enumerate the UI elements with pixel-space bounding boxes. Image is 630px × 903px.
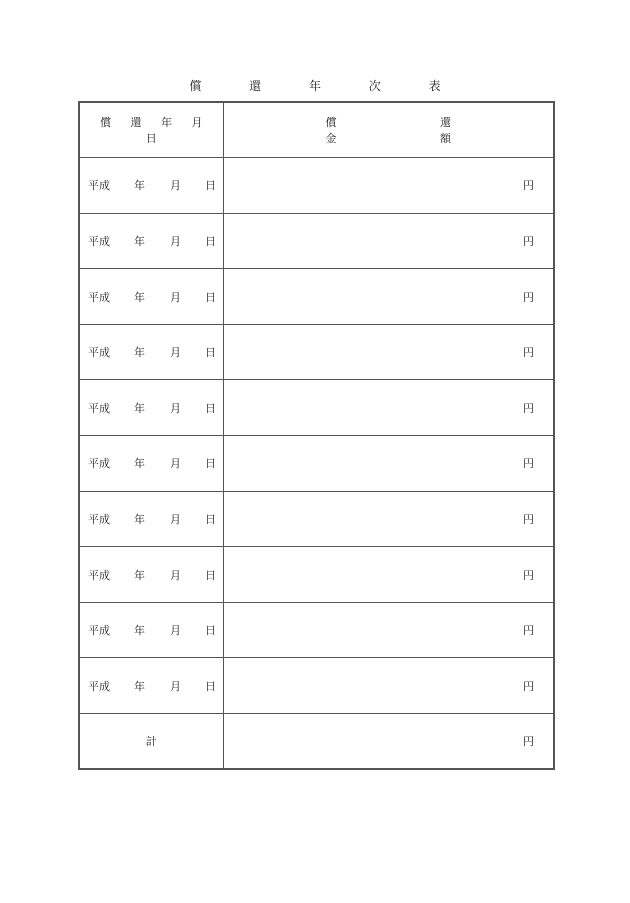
date-era-label: 平成	[88, 179, 110, 193]
date-month-label: 月	[170, 624, 181, 638]
table-row	[79, 491, 554, 547]
date-year-label: 年	[134, 234, 145, 248]
date-year-label: 年	[134, 679, 145, 693]
date-month-label: 月	[170, 290, 181, 304]
table-row	[79, 658, 554, 714]
date-year-label: 年	[134, 568, 145, 582]
repayment-schedule-table	[78, 101, 555, 770]
table-row	[79, 324, 554, 380]
date-year-label: 年	[134, 512, 145, 526]
total-row	[79, 714, 554, 770]
date-year-label: 年	[134, 290, 145, 304]
date-era-label: 平成	[88, 624, 110, 638]
table-row	[79, 602, 554, 658]
currency-unit-label: 円	[523, 179, 534, 193]
date-day-label: 日	[205, 401, 216, 415]
repayment-date-cell[interactable]	[79, 213, 223, 269]
date-year-label: 年	[134, 457, 145, 471]
repayment-date-cell[interactable]	[79, 324, 223, 380]
repayment-amount-cell[interactable]	[223, 658, 554, 714]
date-era-label: 平成	[88, 457, 110, 471]
currency-unit-label: 円	[523, 679, 534, 693]
repayment-date-cell[interactable]	[79, 658, 223, 714]
repayment-amount-cell[interactable]	[223, 324, 554, 380]
table-header-row	[79, 102, 554, 158]
date-day-label: 日	[205, 290, 216, 304]
header-repayment-date: 償 還 年 月 日	[79, 102, 223, 158]
date-month-label: 月	[170, 512, 181, 526]
date-era-label: 平成	[88, 401, 110, 415]
date-era-label: 平成	[88, 346, 110, 360]
repayment-date-cell[interactable]	[79, 436, 223, 492]
date-year-label: 年	[134, 624, 145, 638]
date-era-label: 平成	[88, 234, 110, 248]
date-day-label: 日	[205, 457, 216, 471]
repayment-amount-cell[interactable]	[223, 547, 554, 603]
currency-unit-label: 円	[523, 624, 534, 638]
total-label: 計	[79, 714, 223, 770]
repayment-date-cell[interactable]	[79, 158, 223, 214]
date-day-label: 日	[205, 512, 216, 526]
currency-unit-label: 円	[523, 568, 534, 582]
currency-unit-label: 円	[523, 346, 534, 360]
currency-unit-label: 円	[523, 401, 534, 415]
currency-unit-label: 円	[523, 457, 534, 471]
date-month-label: 月	[170, 346, 181, 360]
table-row	[79, 213, 554, 269]
repayment-date-cell[interactable]	[79, 269, 223, 325]
currency-unit-label: 円	[523, 234, 534, 248]
date-month-label: 月	[170, 568, 181, 582]
date-day-label: 日	[205, 679, 216, 693]
date-month-label: 月	[170, 401, 181, 415]
date-day-label: 日	[205, 179, 216, 193]
date-year-label: 年	[134, 401, 145, 415]
table-row	[79, 547, 554, 603]
total-amount-cell[interactable]	[223, 714, 554, 770]
repayment-amount-cell[interactable]	[223, 491, 554, 547]
repayment-date-cell[interactable]	[79, 491, 223, 547]
date-day-label: 日	[205, 234, 216, 248]
repayment-amount-cell[interactable]	[223, 158, 554, 214]
date-day-label: 日	[205, 346, 216, 360]
date-month-label: 月	[170, 679, 181, 693]
document-title: 償 還 年 次 表	[189, 79, 463, 93]
date-era-label: 平成	[88, 290, 110, 304]
date-day-label: 日	[205, 624, 216, 638]
repayment-date-cell[interactable]	[79, 380, 223, 436]
date-era-label: 平成	[88, 679, 110, 693]
table-row	[79, 436, 554, 492]
header-repayment-amount: 償 還 金 額	[223, 102, 554, 158]
repayment-amount-cell[interactable]	[223, 269, 554, 325]
repayment-amount-cell[interactable]	[223, 436, 554, 492]
table-row	[79, 158, 554, 214]
repayment-amount-cell[interactable]	[223, 380, 554, 436]
repayment-date-cell[interactable]	[79, 547, 223, 603]
repayment-amount-cell[interactable]	[223, 213, 554, 269]
date-day-label: 日	[205, 568, 216, 582]
table-row	[79, 269, 554, 325]
currency-unit-label: 円	[523, 735, 534, 749]
date-year-label: 年	[134, 346, 145, 360]
date-era-label: 平成	[88, 512, 110, 526]
repayment-date-cell[interactable]	[79, 602, 223, 658]
currency-unit-label: 円	[523, 290, 534, 304]
date-year-label: 年	[134, 179, 145, 193]
date-month-label: 月	[170, 234, 181, 248]
date-era-label: 平成	[88, 568, 110, 582]
currency-unit-label: 円	[523, 512, 534, 526]
date-month-label: 月	[170, 179, 181, 193]
table-row	[79, 380, 554, 436]
date-month-label: 月	[170, 457, 181, 471]
repayment-amount-cell[interactable]	[223, 602, 554, 658]
